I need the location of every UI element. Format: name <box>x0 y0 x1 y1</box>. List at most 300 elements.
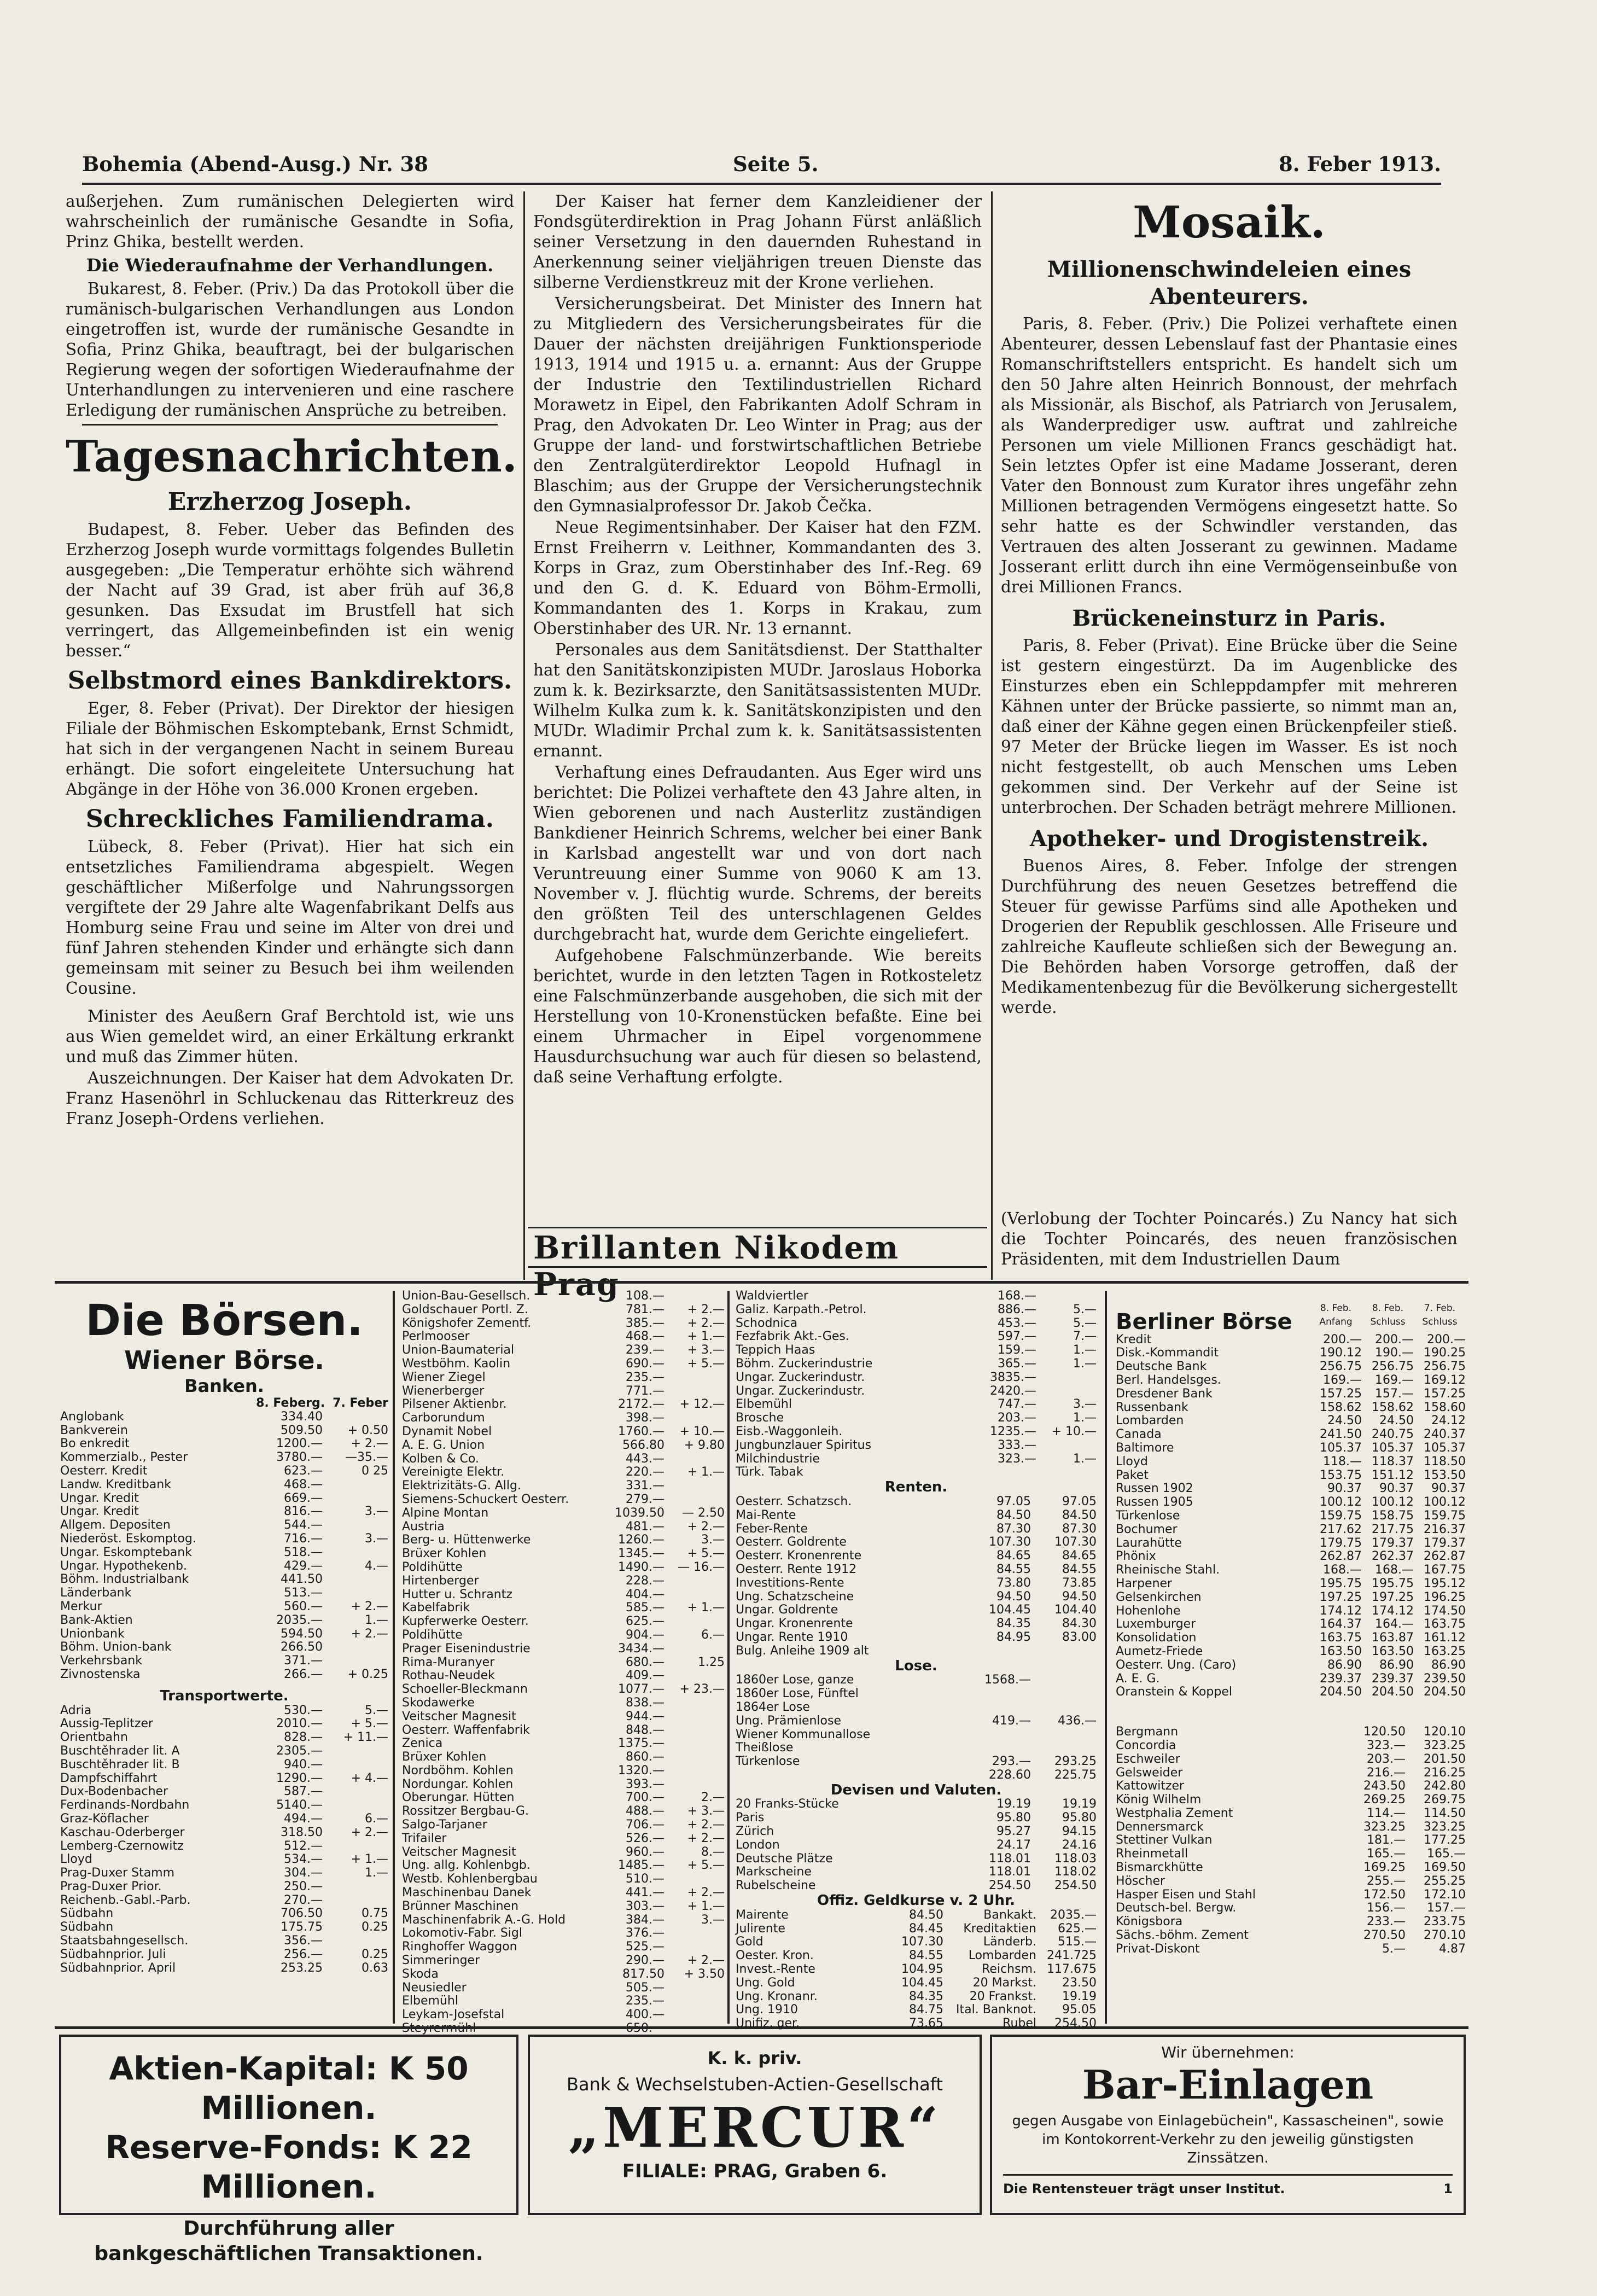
table-cell-value: 86.90 <box>1431 1658 1466 1672</box>
table-cell-value <box>665 1737 725 1751</box>
table-cell-value: 200.— <box>1323 1332 1362 1347</box>
table-cell-value <box>323 1587 388 1600</box>
headline: Millionenschwindeleien eines Abenteurers. <box>1047 257 1412 310</box>
table-row <box>1116 1360 1466 1374</box>
table-cell-value: 5.— <box>365 1703 388 1717</box>
table-cell-value: 1.— <box>365 1866 388 1880</box>
table-cell-name: Sächs.-böhm. Zement <box>1116 1928 1249 1943</box>
table-cell-value: 84.55 <box>1062 1562 1097 1576</box>
table-cell-name: Zivnostenska <box>60 1667 141 1681</box>
table-row <box>1116 1753 1466 1767</box>
column-rule <box>393 1291 395 2024</box>
table-cell-name: König Wilhelm <box>1116 1793 1202 1807</box>
table-cell-name: Leykam-Josefstal <box>402 2008 505 2022</box>
table-cell-value: 163.25 <box>1424 1644 1466 1658</box>
table-row <box>1116 1767 1466 1780</box>
table-row <box>736 1798 1097 1811</box>
table-row <box>402 1656 725 1670</box>
table-cell-value: + 23.— <box>679 1682 725 1697</box>
table-cell-name: Lemberg-Czernowitz <box>60 1839 184 1853</box>
table-cell-value: —35.— <box>345 1450 388 1465</box>
table-cell-value: 771.— <box>626 1384 665 1398</box>
table-row <box>60 1921 388 1934</box>
table-cell-value: 0 25 <box>362 1464 388 1478</box>
table-cell-value: 1290.— <box>276 1771 323 1785</box>
table-row <box>60 1437 388 1451</box>
table-cell-value: 114.— <box>1367 1806 1406 1820</box>
table-cell-name: Bismarckhütte <box>1116 1861 1203 1875</box>
table-row <box>60 1785 388 1799</box>
headline: Brückeneinsturz in Paris. <box>1072 605 1386 631</box>
table-cell-name: Orientbahn <box>60 1730 128 1745</box>
lose-table <box>736 1674 1097 1782</box>
table-row <box>402 1371 725 1385</box>
table-row <box>60 1907 388 1921</box>
table-cell-value: 304.— <box>284 1866 323 1880</box>
table-cell-value: 165.— <box>1427 1847 1466 1861</box>
table-cell-value: 254.50 <box>1054 1879 1097 1893</box>
table-row <box>1116 1686 1466 1699</box>
table-cell-value: 19.19 <box>1062 1797 1097 1811</box>
brillanten-ad: Brillanten Nikodem Prag <box>528 1227 987 1268</box>
table-cell-value: — 16.— <box>678 1560 725 1574</box>
divider <box>82 424 498 426</box>
table-cell-name: Rothau-Neudek <box>402 1669 495 1683</box>
table-cell-name: Theißlose <box>736 1741 794 1755</box>
table-cell-value: 84.45 <box>909 1921 943 1936</box>
article-text: Paris, 8. Feber (Privat). Eine Brücke über die Seine ist gestern eingestürzt. Da im Augenblicke des Einsturzes eben ein Schleppdampfer mit mehreren Kähnen unter der Brücke passierte, so nimmt man an, daß einer der Kähne gegen einen Brückenpfeiler stieß. 97 Meter der Brücke liegen im Wasser. Es ist noch nicht festgestellt, ob auch Menschen ums Leben gekommen sind. Der Verkehr auf der Seine ist unterbrochen. Der Schaden beträgt mehrere Millionen. <box>1001 636 1458 817</box>
table-cell-value: 669.— <box>284 1491 323 1505</box>
table-cell-name: Bergmann <box>1116 1725 1179 1739</box>
table-row <box>60 1948 388 1962</box>
table-cell-name: Harpener <box>1116 1576 1173 1590</box>
table-cell-value: 960.— <box>626 1845 665 1859</box>
table-cell-value <box>1031 1728 1097 1742</box>
table-cell-value: 1760.— <box>618 1424 665 1438</box>
table-cell-value <box>665 1412 725 1425</box>
table-row <box>1116 1929 1466 1943</box>
table-cell-name: Oesterr. Kronenrente <box>736 1549 862 1563</box>
table-cell-name: Eschweiler <box>1116 1752 1180 1766</box>
table-cell-value <box>665 1642 725 1656</box>
table-cell-value <box>1036 1385 1097 1398</box>
table-cell-name: Schoeller-Bleckmann <box>402 1682 528 1697</box>
table-cell-value: 243.50 <box>1363 1779 1406 1793</box>
table-cell-value: 95.05 <box>1062 2003 1097 2017</box>
table-cell-value: 158.62 <box>1372 1400 1414 1414</box>
table-row <box>1116 1496 1466 1510</box>
geld-title: Offiz. Geldkurse v. 2 Uhr. <box>817 1892 1015 1909</box>
table-cell-value: 1.— <box>1073 1411 1097 1425</box>
table-cell-value: 509.50 <box>281 1423 323 1437</box>
table-cell-name: Adria <box>60 1703 92 1717</box>
table-row <box>1116 1848 1466 1861</box>
table-cell-value: 2035.— <box>276 1613 323 1627</box>
table-cell-name: 1860er Lose, Fünftel <box>736 1687 859 1701</box>
table-row <box>402 1439 725 1453</box>
table-row <box>402 1575 725 1588</box>
table-cell-name: Steyrermühl <box>402 2021 476 2036</box>
table-cell-name: Ungar. Zuckerindustr. <box>736 1370 865 1384</box>
table-cell-value: 216.37 <box>1424 1522 1466 1536</box>
table-cell-value: 441.50 <box>281 1572 323 1587</box>
table-cell-name: Staatsbahngesellsch. <box>60 1934 189 1948</box>
table-cell-value: 254.50 <box>1054 2017 1097 2031</box>
table-cell-value: 323.25 <box>1424 1820 1466 1834</box>
table-row <box>736 1330 1097 1344</box>
table-row <box>736 1495 1097 1509</box>
table-cell-name: Unionbank <box>60 1627 125 1641</box>
industry-table <box>402 1290 725 2036</box>
table-cell-name: Prag-Duxer Stamm <box>60 1866 175 1880</box>
table-cell-value: 3434.— <box>618 1641 665 1656</box>
table-cell-name: A. E. G. <box>1116 1671 1160 1686</box>
table-cell-value: 156.— <box>1367 1901 1406 1915</box>
table-row <box>402 1561 725 1575</box>
table-cell-value: Ital. Banknot. <box>956 2003 1036 2017</box>
table-row <box>402 1724 725 1738</box>
table-cell-name: Türkenlose <box>1116 1508 1180 1523</box>
table-cell-value: 200.— <box>1375 1332 1414 1347</box>
table-cell-value <box>965 1645 1031 1658</box>
table-cell-name: Elbemühl <box>736 1397 792 1412</box>
table-cell-value <box>323 1411 388 1424</box>
table-cell-value: 5.— <box>1073 1316 1097 1330</box>
table-cell-value: 163.75 <box>1424 1617 1466 1631</box>
table-cell-value <box>965 1701 1031 1715</box>
col-header: 8. Feb. Anfang <box>1319 1303 1353 1327</box>
table-cell-value: 393.— <box>626 1777 665 1791</box>
table-cell-value: 228.60 <box>989 1768 1031 1782</box>
table-cell-name: Ung. allg. Kohlenbgb. <box>402 1858 531 1873</box>
table-row <box>736 1357 1097 1371</box>
table-cell-value: 266.50 <box>281 1640 323 1654</box>
page-header <box>82 152 1441 185</box>
table-row <box>402 1520 725 1534</box>
table-cell-name: Laurahütte <box>1116 1536 1182 1550</box>
table-cell-name: Fezfabrik Akt.-Ges. <box>736 1330 849 1344</box>
table-row <box>1116 1915 1466 1929</box>
table-row <box>60 1532 388 1546</box>
table-cell-value: 429.— <box>284 1559 323 1573</box>
ad-footer <box>1003 2174 1453 2196</box>
table-cell-name: Simmeringer <box>402 1954 480 1968</box>
table-row <box>1116 1591 1466 1605</box>
table-row <box>1116 1564 1466 1577</box>
table-cell-value: 233.75 <box>1424 1915 1466 1929</box>
mercur-title: „MERCUR“ <box>568 2095 942 2160</box>
table-cell-name: Hasper Eisen und Stahl <box>1116 1887 1256 1902</box>
table-cell-value: 165.— <box>1367 1847 1406 1861</box>
table-cell-value: 158.75 <box>1372 1508 1414 1523</box>
table-cell-name: Kattowitzer <box>1116 1779 1185 1793</box>
table-cell-value <box>323 1785 388 1799</box>
table-row <box>60 1451 388 1465</box>
table-row <box>1116 1482 1466 1496</box>
table-cell-value: 8.— <box>701 1845 725 1859</box>
berlin-title: Berliner Börse <box>1116 1309 1292 1335</box>
table-cell-value: 323.25 <box>1363 1820 1406 1834</box>
table-row <box>736 1536 1097 1549</box>
table-cell-name: Landw. Kreditbank <box>60 1477 171 1491</box>
table-row <box>60 1628 388 1641</box>
table-cell-value: 240.75 <box>1372 1427 1414 1442</box>
table-cell-name: Bank-Aktien <box>60 1613 133 1627</box>
table-cell-name: Maschinenbau Danek <box>402 1886 532 1900</box>
table-row <box>60 1772 388 1786</box>
table-cell-value: 525.— <box>626 1940 665 1954</box>
table-cell-value <box>665 1724 725 1738</box>
table-cell-value: 169.50 <box>1424 1861 1466 1875</box>
table-cell-value <box>323 1894 388 1908</box>
table-cell-value: 163.50 <box>1320 1644 1362 1658</box>
table-cell-value: + 5.— <box>351 1717 388 1731</box>
table-cell-value: 239.37 <box>1372 1671 1414 1686</box>
table-cell-name: Prag-Duxer Prior. <box>60 1879 162 1893</box>
table-cell-value <box>323 1654 388 1668</box>
table-cell-name: Berl. Handelsges. <box>1116 1373 1221 1387</box>
table-cell-value: 453.— <box>998 1316 1036 1330</box>
table-cell-name: Buschtěhrader lit. B <box>60 1757 180 1771</box>
table-cell-value <box>665 1764 725 1778</box>
table-cell-value: + 1.— <box>687 1601 725 1615</box>
table-cell-value: + 5.— <box>687 1547 725 1561</box>
table-cell-value: 120.50 <box>1363 1725 1406 1739</box>
table-cell-value: + 2.— <box>351 1825 388 1839</box>
table-cell-value: 940.— <box>284 1757 323 1771</box>
col-header: 7. Feb. Schluss <box>1422 1303 1458 1327</box>
table-cell-name: Rubelscheine <box>736 1879 816 1893</box>
table-cell-name: Südbahn <box>60 1920 114 1934</box>
table-row <box>736 1317 1097 1331</box>
table-cell-value: + 11.— <box>343 1730 388 1745</box>
table-cell-name: Invest.-Rente <box>736 1962 815 1977</box>
table-cell-value: 0.75 <box>362 1907 388 1921</box>
table-cell-value: 323.25 <box>1424 1738 1466 1752</box>
table-cell-value: 200.— <box>1427 1332 1466 1347</box>
table-cell-value: 195.75 <box>1320 1576 1362 1590</box>
ad-text: Aktien-Kapital: K 50 Millionen. <box>109 2050 469 2126</box>
table-cell-value: Länderb. <box>983 1935 1036 1949</box>
table-cell-name: Konsolidation <box>1116 1631 1197 1645</box>
table-cell-value: 518.— <box>284 1545 323 1559</box>
ad-mercur <box>528 2035 982 2215</box>
table-row <box>402 1398 725 1412</box>
devisen-table <box>736 1798 1097 1893</box>
table-cell-value: 255.25 <box>1424 1874 1466 1888</box>
table-cell-value: 650.— <box>626 2021 665 2036</box>
table-cell-value: 157.— <box>1375 1386 1414 1401</box>
table-row <box>736 1385 1097 1398</box>
table-cell-value: 1375.— <box>618 1736 665 1751</box>
table-row <box>1116 1537 1466 1551</box>
table-row <box>736 1990 1097 2004</box>
table-cell-value: 118.01 <box>989 1865 1031 1879</box>
table-row <box>1116 1550 1466 1564</box>
table-cell-value <box>665 1493 725 1507</box>
transport-title: Transportwerte. <box>160 1687 289 1704</box>
table-row <box>1116 1347 1466 1360</box>
table-cell-value: + 2.— <box>687 1886 725 1900</box>
table-cell-value: 468.— <box>284 1477 323 1491</box>
table-cell-value: 225.75 <box>1054 1768 1097 1782</box>
table-cell-value: Lombarden <box>968 1949 1036 1963</box>
ad-bank-capital <box>59 2035 518 2265</box>
table-cell-value: 2305.— <box>276 1744 323 1758</box>
table-cell-value: 828.— <box>284 1730 323 1745</box>
table-cell-value: 163.50 <box>1372 1644 1414 1658</box>
table-cell-value: 164.37 <box>1320 1617 1362 1631</box>
table-cell-value: 6.— <box>701 1628 725 1642</box>
berlin-table-2 <box>1116 1726 1466 1956</box>
table-cell-value: + 3.— <box>687 1804 725 1819</box>
table-cell-value: 216.— <box>1367 1765 1406 1780</box>
table-cell-name: Austria <box>402 1519 445 1534</box>
table-cell-value: + 2.— <box>687 1954 725 1968</box>
table-cell-name: Lokomotiv-Fabr. Sigl <box>402 1926 522 1940</box>
table-cell-value: 270.10 <box>1424 1928 1466 1943</box>
table-row <box>60 1668 388 1682</box>
col-header: 8. Feb. Schluss <box>1370 1303 1406 1327</box>
table-cell-value: 217.75 <box>1372 1522 1414 1536</box>
article-text: Eger, 8. Feber (Privat). Der Direktor der hiesigen Filiale der Böhmischen Eskomptebank, Ernst Schmidt, hat sich in der vergangenen Nacht in seinem Bureau erhängt. Die sofort eingeleitete Untersuchung hat Abgänge in der Höhe von 36.000 Kronen ergeben. <box>66 699 514 799</box>
table-row <box>736 1741 1097 1755</box>
table-row <box>1116 1673 1466 1686</box>
table-cell-name: Ungar. Eskomptebank <box>60 1545 192 1559</box>
table-cell-value <box>971 1466 1036 1479</box>
table-cell-value: 515.— <box>1058 1935 1097 1949</box>
table-cell-value: 100.12 <box>1320 1495 1362 1510</box>
table-cell-name: Ungar. Zuckerindustr. <box>736 1384 865 1398</box>
table-cell-value: 204.50 <box>1424 1685 1466 1699</box>
table-row <box>60 1465 388 1478</box>
column-2 <box>528 191 987 1225</box>
table-row <box>736 1425 1097 1439</box>
table-row <box>1116 1807 1466 1821</box>
table-row <box>736 1949 1097 1963</box>
table-cell-value: 118.50 <box>1424 1454 1466 1468</box>
table-cell-name: Ungar. Rente 1910 <box>736 1630 848 1644</box>
table-cell-value: 95.80 <box>996 1811 1031 1825</box>
table-row <box>1116 1414 1466 1428</box>
table-cell-name: Kabelfabrik <box>402 1601 470 1615</box>
ad-text: K. k. priv. <box>707 2048 802 2068</box>
table-row <box>736 1439 1097 1453</box>
table-cell-name: Oesterr. Kredit <box>60 1464 148 1478</box>
table-cell-value: 680.— <box>626 1655 665 1669</box>
column-3 <box>995 191 1463 1203</box>
table-cell-value: + 2.— <box>351 1599 388 1613</box>
table-cell-value: 100.12 <box>1424 1495 1466 1510</box>
table-row <box>60 1614 388 1628</box>
table-header <box>60 1397 388 1411</box>
table-cell-value: 5140.— <box>276 1798 323 1813</box>
ad-text: FILIALE: PRAG, Graben 6. <box>622 2160 888 2182</box>
table-cell-name: Länderbank <box>60 1586 132 1600</box>
table-cell-value: 838.— <box>626 1695 665 1710</box>
table-cell-value <box>1036 1466 1097 1479</box>
table-cell-name: Allgem. Depositen <box>60 1518 171 1532</box>
table-cell-value <box>323 1546 388 1560</box>
table-cell-name: Westböhm. Kaolin <box>402 1356 511 1371</box>
table-cell-value: 409.— <box>626 1669 665 1683</box>
table-row <box>736 1755 1097 1769</box>
table-cell-value: 706.50 <box>281 1907 323 1921</box>
table-cell-value: 0.25 <box>362 1920 388 1934</box>
table-row <box>402 1900 725 1914</box>
table-cell-value <box>323 1880 388 1894</box>
table-cell-name: Poldihütte <box>402 1560 463 1574</box>
table-cell-value: 2.— <box>701 1791 725 1805</box>
table-cell-name: Anglobank <box>60 1409 124 1424</box>
table-cell-value: 534.— <box>284 1852 323 1867</box>
table-cell-value <box>1036 1439 1097 1453</box>
table-cell-value: 195.75 <box>1372 1576 1414 1590</box>
table-cell-value: 95.27 <box>996 1825 1031 1839</box>
table-row <box>736 2003 1097 2017</box>
table-cell-value: 177.25 <box>1424 1833 1466 1848</box>
table-row <box>736 1811 1097 1825</box>
table-cell-name: Veitscher Magnesit <box>402 1845 516 1859</box>
table-cell-name: Deutsche Plätze <box>736 1851 833 1866</box>
table-cell-value: 84.95 <box>996 1630 1031 1644</box>
table-cell-value <box>665 1385 725 1398</box>
table-cell-value: 404.— <box>626 1587 665 1601</box>
table-cell-value: + 2.— <box>351 1437 388 1451</box>
table-row <box>402 1479 725 1493</box>
table-cell-value: + 2.— <box>351 1627 388 1641</box>
table-cell-value: 153.50 <box>1424 1468 1466 1482</box>
table-cell-name: Jungbunzlauer Spiritus <box>736 1438 872 1452</box>
table-cell-name: 1860er Lose, ganze <box>736 1673 854 1687</box>
ad-text: Durchführung aller bankgeschäftlichen Transaktionen. <box>94 2217 483 2265</box>
table-cell-name: Elbemühl <box>402 1994 458 2008</box>
article-text: Aufgehobene Falschmünzerbande. Wie bereits berichtet, wurde in den letzten Tagen in Rotkosteletz eine Falschmünzerbande ausgehoben, die sich mit der Herstellung von 10-Kronenstücken befaßte. Eine bei einem Uhrmacher in Eipel vorgenommene Hausdurchsuchung war auch für diesen so belastend, daß seine Verhaftung erfolgte. <box>533 946 982 1086</box>
table-cell-value: 256.— <box>284 1947 323 1961</box>
table-cell-name: Zürich <box>736 1825 774 1839</box>
table-cell-name: Kommerzialb., Pester <box>60 1450 188 1465</box>
table-row <box>60 1731 388 1745</box>
table-cell-value: 104.95 <box>901 1962 943 1977</box>
table-row <box>60 1573 388 1587</box>
table-cell-value: 84.30 <box>1062 1617 1097 1631</box>
table-row <box>402 1940 725 1954</box>
table-cell-value: 86.90 <box>1327 1658 1362 1672</box>
table-row <box>402 1412 725 1425</box>
table-cell-value <box>323 1745 388 1758</box>
table-cell-name <box>736 1769 965 1782</box>
table-cell-value: 253.25 <box>281 1961 323 1975</box>
table-cell-name: Westphalia Zement <box>1116 1806 1233 1820</box>
article-text: Budapest, 8. Feber. Ueber das Befinden des Erzherzog Joseph wurde vormittags folgendes Bulletin ausgegeben: „Die Temperatur erhöhte sich während der Nacht auf 39 Grad, ist aber früh auf 36,8 gesunken. Das Exsudat im Brustfell hat sich verringert, das Allgemeinbefinden ist ein wenig besser.“ <box>66 520 514 660</box>
table-cell-value: 625.— <box>1058 1921 1097 1936</box>
table-cell-name: Feber-Rente <box>736 1522 808 1536</box>
table-row <box>60 1880 388 1894</box>
article-text: Neue Regimentsinhaber. Der Kaiser hat den FZM. Ernst Freiherrn v. Leithner, Kommandanten des 3. Korps in Graz, zum Oberstinhaber des Inf.-Reg. 69 und den G. d. K. Eduard von Böhm-Ermolli, Kommandanten des 1. Korps in Krakau, zum Oberstinhaber des UR. Nr. 13 ernannt. <box>533 518 982 638</box>
table-cell-value: 20 Frankst. <box>969 1989 1036 2003</box>
header-center: Seite 5. <box>733 152 819 176</box>
table-cell-value: 262.87 <box>1320 1549 1362 1564</box>
table-cell-name: Russen 1902 <box>1116 1482 1193 1496</box>
stock-column-4 <box>1116 1302 1466 2029</box>
table-cell-name: Deutsche Bank <box>1116 1360 1207 1374</box>
table-cell-value: 419.— <box>992 1714 1031 1728</box>
table-cell-value: 118.37 <box>1372 1454 1414 1468</box>
table-cell-name: Baltimore <box>1116 1441 1174 1455</box>
table-row <box>1116 1739 1466 1753</box>
table-cell-name: Oberungar. Hütten <box>402 1791 515 1805</box>
table-cell-value: 217.62 <box>1320 1522 1362 1536</box>
